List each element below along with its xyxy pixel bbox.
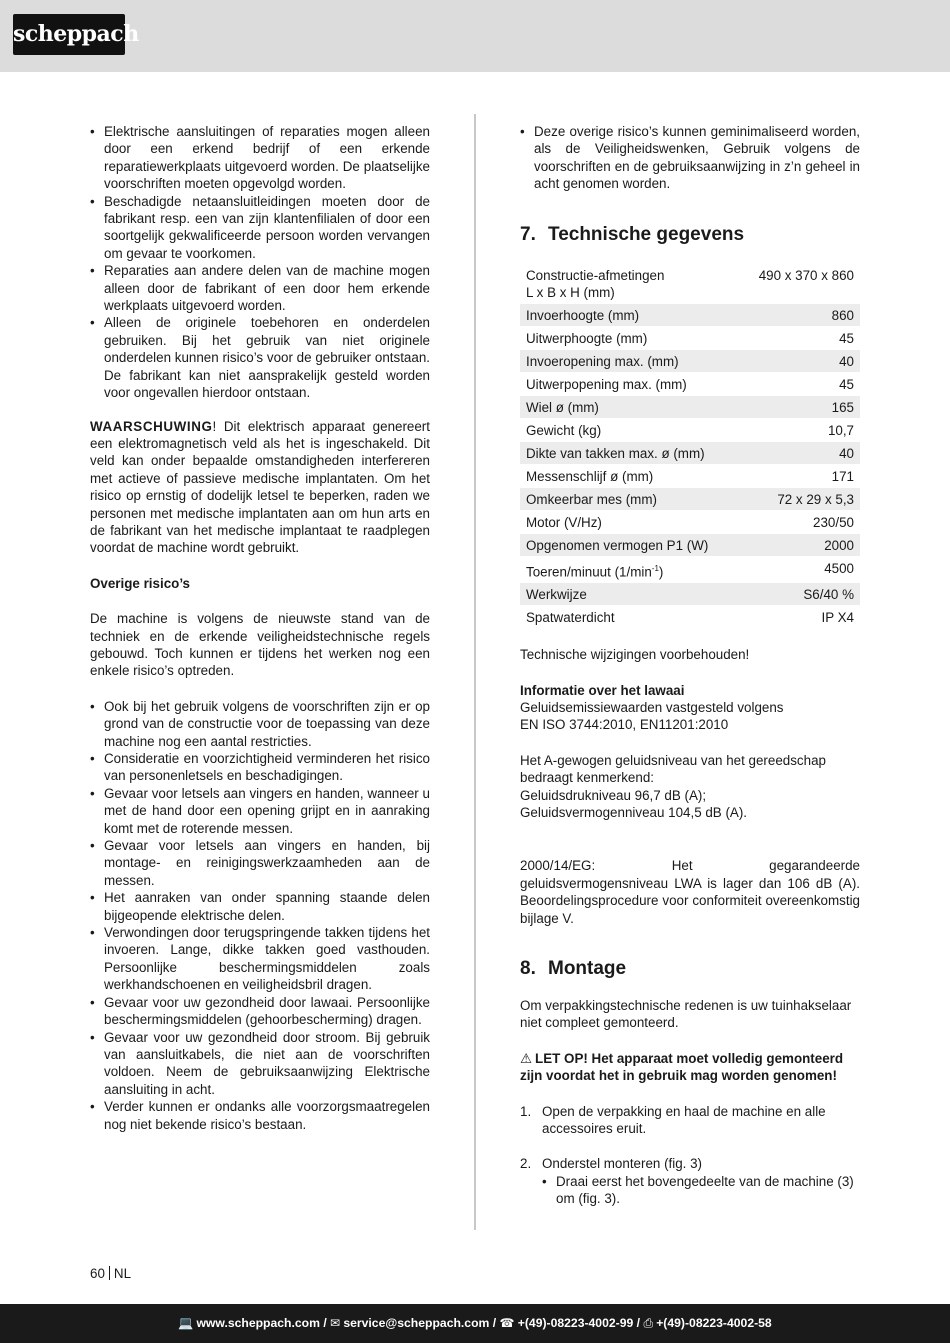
list-item: • Alleen de originele toebehoren en onderdelen gebruiken. Bij het gebruik van niet originele onderdelen kunnen risico’s voor de gebruiker ontstaan. De fabrikant kan niet aansprakelijk gesteld worden voor ongevallen hierdoor ontstaan. bbox=[90, 314, 430, 401]
list-item: • Reparaties aan andere delen van de machine mogen alleen door de fabrikant of een door hem erkende werkplaats uitgevoerd worden. bbox=[90, 262, 430, 314]
risks-bullet-continued bbox=[520, 123, 860, 193]
warning-text: ! Dit elektrisch apparaat genereert een elektromagnetisch veld als het is ingeschakeld. Dit veld kan onder bepaalde omstandigheden interfereren met actieve of passieve medische implantaten. Om het risico op ernstig of dodelijk letsel te beperken, raden we personen met medische implantaten aan om hun arts en de fabrikant van het medische implantaat te raadplegen voordat de machine wordt gebruikt. bbox=[90, 418, 430, 556]
table-row bbox=[520, 487, 860, 510]
noise-paragraph: Het A-gewogen geluidsniveau van het gereedschap bedraagt kenmerkend: bbox=[520, 752, 826, 786]
list-item: 1. Open de verpakking en haal de machine en alle accessoires eruit. bbox=[520, 1103, 826, 1136]
spec-value: 40 bbox=[739, 441, 860, 464]
spec-label: Constructie-afmetingen L x B x H (mm) bbox=[520, 264, 739, 304]
list-item: • Gevaar voor uw gezondheid door stroom. Bij gebruik van aansluitkabels, die niet aan de voorschriften voldoen. Neem de gebruiksaanwijzing Elektrische aansluiting in acht. bbox=[90, 1029, 430, 1099]
montage-intro: Om verpakkingstechnische redenen is uw tuinhakselaar niet compleet gemonteerd. bbox=[520, 997, 852, 1031]
table-row bbox=[520, 441, 860, 464]
spec-label: Omkeerbar mes (mm) bbox=[520, 487, 739, 510]
spec-value: 230/50 bbox=[739, 510, 860, 533]
list-item: • Ook bij het gebruik volgens de voorschriften zijn er op grond van de constructie voor de toepassing van deze machine nog een aantal restricties. bbox=[90, 698, 430, 750]
risks-heading: Overige risico’s bbox=[90, 575, 190, 591]
list-item: • Deze overige risico’s kunnen geminimaliseerd worden, als de Veiligheidswenken, Gebruik volgens de voorschriften en de gebruiksaanwijzing in z’n geheel in acht genomen worden. bbox=[520, 123, 860, 193]
table-row bbox=[520, 533, 860, 556]
table-row bbox=[520, 606, 860, 629]
table-row bbox=[520, 264, 860, 304]
spec-label: Opgenomen vermogen P1 (W) bbox=[520, 533, 739, 556]
caution-paragraph bbox=[520, 1050, 860, 1085]
spec-label: Uitwerphoogte (mm) bbox=[520, 326, 739, 349]
table-row bbox=[520, 418, 860, 441]
laptop-icon: 💻 bbox=[178, 1316, 194, 1330]
footer-email[interactable]: service@scheppach.com bbox=[343, 1316, 490, 1330]
table-row bbox=[520, 464, 860, 487]
footer-website[interactable]: www.scheppach.com bbox=[196, 1316, 320, 1330]
spec-value: 860 bbox=[739, 303, 860, 326]
risks-intro: De machine is volgens de nieuwste stand van de techniek en de erkende veiligheidstechnische regels gebouwd. Toch kunnen er tijdens het werken nog een enkele risico’s optreden. bbox=[90, 611, 430, 679]
table-row bbox=[520, 583, 860, 606]
noise-line-1: Geluidsemissiewaarden vastgesteld volgens bbox=[520, 699, 784, 715]
warning-label: WAARSCHUWING bbox=[90, 418, 213, 434]
page-footer: 💻 www.scheppach.com / ✉ service@scheppach.com / ☎ +(49)-08223-4002-99 / ⎙ +(49)-08223-4002-58 bbox=[0, 1304, 950, 1343]
list-item: • Verder kunnen er ondanks alle voorzorgsmaatregelen nog niet bekende risico’s bestaan. bbox=[90, 1098, 430, 1133]
assembly-steps bbox=[520, 1103, 860, 1208]
spec-value: 490 x 370 x 860 bbox=[739, 264, 860, 304]
section-8-heading bbox=[520, 957, 860, 981]
noise-line-2: EN ISO 3744:2010, EN11201:2010 bbox=[520, 717, 729, 733]
page-header bbox=[0, 0, 950, 72]
spec-label: Dikte van takken max. ø (mm) bbox=[520, 441, 739, 464]
footer-phone: +(49)-08223-4002-99 bbox=[517, 1316, 634, 1330]
spec-label: Werkwijze bbox=[520, 583, 739, 606]
sound-pressure-level: Geluidsdrukniveau 96,7 dB (A); bbox=[520, 787, 707, 803]
spec-value: 171 bbox=[739, 464, 860, 487]
section-title: Technische gegevens bbox=[548, 223, 745, 245]
table-row bbox=[520, 510, 860, 533]
mail-icon: ✉ bbox=[330, 1316, 341, 1330]
section-number: 8. bbox=[520, 957, 536, 979]
list-item: • Gevaar voor letsels aan vingers en handen, wanneer u met de hand door een opening grijpt en in aanraking komt met de roterende messen. bbox=[90, 785, 430, 837]
page-separator bbox=[109, 1266, 110, 1280]
spec-label: Messenschlijf ø (mm) bbox=[520, 464, 739, 487]
phone-icon: ☎ bbox=[499, 1316, 515, 1330]
warning-triangle-icon: ⚠ bbox=[520, 1050, 533, 1066]
spec-label: Motor (V/Hz) bbox=[520, 510, 739, 533]
list-item: • Consideratie en voorzichtigheid verminderen het risico van personenletsels en beschadigingen. bbox=[90, 750, 430, 785]
list-item: • Het aanraken van onder spanning staande delen bijgeopende elektrische delen. bbox=[90, 889, 430, 924]
tech-note: Technische wijzigingen voorbehouden! bbox=[520, 647, 750, 663]
list-item: • Gevaar voor letsels aan vingers en handen, bij montage- en reinigingswerkzaamheden aan de messen. bbox=[90, 837, 430, 889]
warning-paragraph bbox=[90, 418, 430, 557]
spec-value: 165 bbox=[739, 395, 860, 418]
list-item: • Verwondingen door terugspringende takken tijdens het invoeren. Lange, dikke takken goed vasthouden. Persoonlijke beschermingsmiddelen zoals werkhandschoenen en veiligheidsbril dragen. bbox=[90, 924, 430, 994]
spec-label: Invoeropening max. (mm) bbox=[520, 349, 739, 372]
spec-value: 2000 bbox=[739, 533, 860, 556]
risks-bullet-list bbox=[90, 698, 430, 1133]
spec-value: S6/40 % bbox=[739, 583, 860, 606]
scheppach-logo: scheppach bbox=[13, 14, 125, 55]
spec-value: IP X4 bbox=[739, 606, 860, 629]
sub-step-list bbox=[542, 1173, 860, 1208]
spec-label: Spatwaterdicht bbox=[520, 606, 739, 629]
list-item: • Gevaar voor uw gezondheid door lawaai. Persoonlijke beschermingsmiddelen (gehoorbescherming) dragen. bbox=[90, 994, 430, 1029]
table-row bbox=[520, 326, 860, 349]
spec-value: 45 bbox=[739, 372, 860, 395]
spec-label: Wiel ø (mm) bbox=[520, 395, 739, 418]
column-divider bbox=[474, 114, 476, 1230]
caution-text: LET OP! Het apparaat moet volledig gemonteerd zijn voordat het in gebruik mag worden genomen! bbox=[520, 1050, 844, 1084]
left-column bbox=[90, 123, 430, 1133]
spec-value: 72 x 29 x 5,3 bbox=[739, 487, 860, 510]
technical-data-table bbox=[520, 264, 860, 629]
table-row bbox=[520, 395, 860, 418]
safety-bullet-list bbox=[90, 123, 430, 402]
footer-fax: +(49)-08223-4002-58 bbox=[656, 1316, 772, 1330]
section-title: Montage bbox=[548, 957, 627, 979]
spec-value: 4500 bbox=[739, 556, 860, 582]
section-7-heading bbox=[520, 223, 860, 247]
fax-icon: ⎙ bbox=[643, 1316, 654, 1330]
page-number: 60 NL bbox=[90, 1266, 132, 1281]
spec-value: 40 bbox=[739, 349, 860, 372]
sound-power-level: Geluidsvermogenniveau 104,5 dB (A). bbox=[520, 804, 748, 820]
spec-label: Gewicht (kg) bbox=[520, 418, 739, 441]
right-column bbox=[520, 123, 860, 1208]
table-row bbox=[520, 303, 860, 326]
noise-heading: Informatie over het lawaai bbox=[520, 682, 685, 698]
list-item: • Draai eerst het bovengedeelte van de machine (3) om (fig. 3). bbox=[542, 1173, 860, 1208]
spec-value: 45 bbox=[739, 326, 860, 349]
table-row bbox=[520, 372, 860, 395]
spec-label: Toeren/minuut $(1/\min^{-1})$ bbox=[520, 556, 739, 582]
spec-value: 10,7 bbox=[739, 418, 860, 441]
spec-label: Invoerhoogte (mm) bbox=[520, 303, 739, 326]
list-item: 2. Onderstel monteren (fig. 3) • Draai eerst het bovengedeelte van de machine (3) om (fig. 3). bbox=[520, 1155, 860, 1207]
table-row bbox=[520, 556, 860, 582]
section-number: 7. bbox=[520, 223, 536, 245]
table-row bbox=[520, 349, 860, 372]
list-item: • Elektrische aansluitingen of reparaties mogen alleen door een erkend bedrijf of een erkende reparatiewerkplaats uitgevoerd worden. De plaatselijke voorschriften moeten opgevolgd worden. bbox=[90, 123, 430, 193]
spec-label: Uitwerpopening max. (mm) bbox=[520, 372, 739, 395]
eg-directive-paragraph: 2000/14/EG: Het gegarandeerde geluidsvermogensniveau LWA is lager dan 106 dB (A). Beoordelingsprocedure voor conformiteit overeenkomstig bijlage V. bbox=[520, 858, 860, 926]
list-item: • Beschadigde netaansluitleidingen moeten door de fabrikant resp. een van zijn klantenfilialen of door een soortgelijk gekwalificeerde persoon worden vervangen om gevaar te voorkomen. bbox=[90, 193, 430, 263]
